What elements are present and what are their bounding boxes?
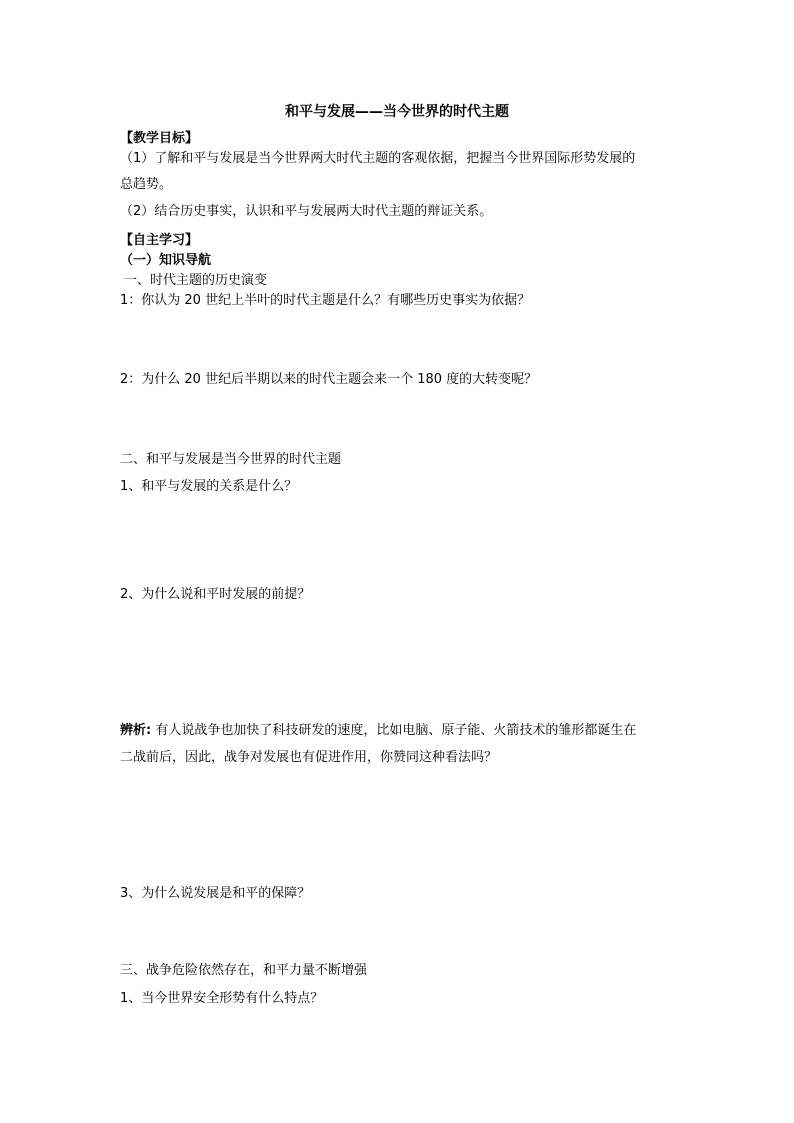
part3-question-1: 1、当今世界安全形势有什么特点？ (120, 991, 324, 1006)
objective-1-line-2: 总趋势。 (120, 177, 173, 192)
analysis-label: 辨析: (120, 723, 152, 738)
part2-question-2: 2、为什么说和平时发展的前提？ (120, 587, 311, 602)
part1-question-1: 1：你认为 20 世纪上半叶的时代主题是什么？有哪些历史事实为依据？ (120, 293, 531, 308)
objective-1-line-1: （1）了解和平与发展是当今世界两大时代主题的客观依据，把握当今世界国际形势发展的 (120, 151, 636, 166)
analysis-text-1: 有人说战争也加快了科技研发的速度，比如电脑、原子能、火箭技术的雏形都诞生在 (151, 723, 637, 738)
part2-heading: 二、和平与发展是当今世界的时代主题 (120, 452, 342, 467)
objectives-heading: 【教学目标】 (120, 131, 199, 146)
knowledge-nav-heading: （一）知识导航 (120, 253, 212, 268)
objective-2: （2）结合历史事实，认识和平与发展两大时代主题的辩证关系。 (120, 204, 493, 219)
part1-heading: 一、时代主题的历史演变 (124, 273, 268, 288)
page-title: 和平与发展——当今世界的时代主题 (285, 104, 509, 120)
self-study-heading: 【自主学习】 (120, 233, 199, 248)
part3-heading: 三、战争危险依然存在，和平力量不断增强 (120, 963, 368, 978)
part1-question-2: 2：为什么 20 世纪后半期以来的时代主题会来一个 180 度的大转变呢？ (120, 372, 538, 387)
part2-question-1: 1、和平与发展的关系是什么？ (120, 479, 298, 494)
analysis-line-2: 二战前后，因此，战争对发展也有促进作用，你赞同这种看法吗？ (120, 750, 498, 765)
analysis-line-1 (120, 722, 636, 740)
part2-question-3: 3、为什么说发展是和平的保障？ (120, 886, 311, 901)
